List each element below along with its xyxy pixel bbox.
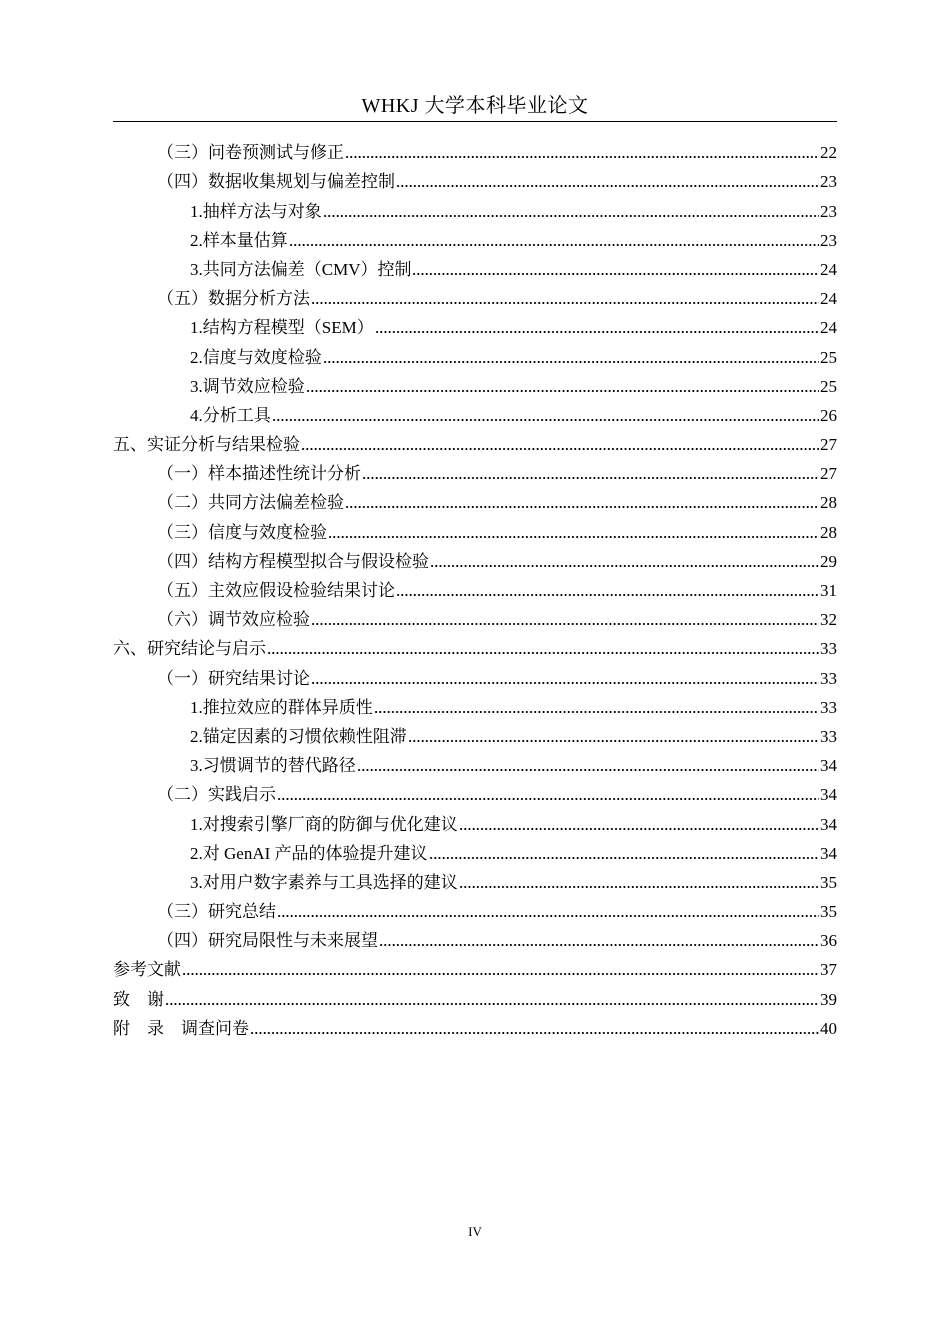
toc-entry-page-number: 34 (820, 756, 837, 776)
toc-dot-leader (357, 768, 819, 772)
toc-dot-leader (182, 972, 819, 976)
toc-entry[interactable] (113, 163, 837, 192)
toc-dot-leader (301, 447, 819, 451)
toc-dot-leader (250, 1031, 819, 1035)
toc-entry[interactable] (113, 192, 837, 221)
toc-entry-title: 4.分析工具 (190, 405, 271, 425)
toc-entry-page-number: 33 (820, 639, 837, 659)
toc-entry-title: 1.抽样方法与对象 (190, 201, 322, 221)
toc-entry-title: 1.结构方程模型（SEM） (190, 318, 374, 338)
toc-dot-leader (277, 914, 819, 918)
toc-dot-leader (374, 710, 819, 714)
toc-dot-leader (323, 214, 819, 218)
toc-entry[interactable] (113, 513, 837, 542)
toc-entry-page-number: 23 (820, 201, 837, 221)
toc-entry-page-number: 39 (820, 989, 837, 1009)
toc-dot-leader (430, 564, 819, 568)
toc-entry-page-number: 34 (820, 785, 837, 805)
toc-entry-title: （五）数据分析方法 (157, 289, 310, 309)
toc-dot-leader (345, 505, 819, 509)
toc-entry-title: （三）问卷预测试与修正 (157, 143, 344, 163)
toc-entry-title: 3.对用户数字素养与工具选择的建议 (190, 872, 458, 892)
toc-entry-page-number: 33 (820, 726, 837, 746)
toc-dot-leader (323, 360, 819, 364)
toc-dot-leader (396, 593, 819, 597)
toc-entry-page-number: 34 (820, 814, 837, 834)
toc-dot-leader (408, 739, 819, 743)
toc-entry-title: 3.习惯调节的替代路径 (190, 756, 356, 776)
toc-entry-page-number: 35 (820, 872, 837, 892)
toc-entry[interactable] (113, 572, 837, 601)
toc-entry-title: （三）信度与效度检验 (157, 522, 327, 542)
toc-entry-title: 2.信度与效度检验 (190, 347, 322, 367)
toc-dot-leader (396, 184, 819, 188)
toc-entry-page-number: 35 (820, 902, 837, 922)
toc-entry-page-number: 28 (820, 493, 837, 513)
toc-entry-title: （三）研究总结 (157, 902, 276, 922)
toc-entry-page-number: 26 (820, 405, 837, 425)
toc-entry[interactable] (113, 309, 837, 338)
toc-dot-leader (362, 476, 819, 480)
toc-entry[interactable] (113, 484, 837, 513)
toc-entry-page-number: 36 (820, 931, 837, 951)
toc-entry[interactable] (113, 951, 837, 980)
toc-dot-leader (277, 797, 819, 801)
toc-entry[interactable] (113, 338, 837, 367)
toc-entry-page-number: 31 (820, 581, 837, 600)
toc-entry-page-number: 28 (820, 522, 837, 542)
toc-dot-leader (267, 651, 819, 655)
toc-dot-leader (311, 622, 819, 626)
toc-entry-title: 3.共同方法偏差（CMV）控制 (190, 259, 412, 279)
toc-entry-title: （二）实践启示 (157, 785, 276, 805)
toc-dot-leader (165, 1002, 819, 1006)
toc-entry-page-number: 33 (820, 697, 837, 717)
toc-entry[interactable] (113, 893, 837, 922)
page-header-title: WHKJ 大学本科毕业论文 (361, 95, 589, 117)
toc-entry-page-number: 32 (820, 610, 837, 630)
toc-dot-leader (459, 885, 819, 889)
toc-entry-page-number: 22 (820, 143, 837, 163)
toc-entry-title: （二）共同方法偏差检验 (157, 493, 344, 513)
toc-entry-title: 附 录 调查问卷 (113, 1018, 249, 1038)
header-rule (113, 121, 837, 122)
toc-entry-title: 2.样本量估算 (190, 230, 288, 250)
toc-entry[interactable] (113, 864, 837, 893)
toc-entry[interactable] (113, 543, 837, 572)
toc-dot-leader (345, 155, 819, 159)
toc-entry[interactable] (113, 368, 837, 397)
toc-entry-title: 五、实证分析与结果检验 (113, 435, 300, 455)
toc-entry[interactable] (113, 630, 837, 659)
toc-dot-leader (412, 272, 819, 276)
toc-entry-page-number: 40 (820, 1018, 837, 1038)
toc-entry-title: 2.锚定因素的习惯依赖性阻滞 (190, 726, 407, 746)
toc-dot-leader (459, 827, 819, 831)
toc-entry-title: （一）研究结果讨论 (157, 668, 310, 688)
toc-entry[interactable] (113, 601, 837, 630)
toc-entry-page-number: 33 (820, 668, 837, 688)
toc-entry-title: （四）研究局限性与未来展望 (157, 931, 378, 951)
toc-entry-page-number: 25 (820, 347, 837, 367)
toc-entry[interactable] (113, 280, 837, 309)
toc-entry-title: 六、研究结论与启示 (113, 639, 266, 659)
toc-dot-leader (375, 330, 819, 334)
toc-entry[interactable] (113, 222, 837, 251)
toc-entry[interactable] (113, 776, 837, 805)
toc-entry-title: （五）主效应假设检验结果讨论 (157, 581, 395, 600)
toc-entry-title: （六）调节效应检验 (157, 610, 310, 630)
toc-dot-leader (306, 389, 819, 393)
toc-entry[interactable] (113, 718, 837, 747)
toc-entry[interactable] (113, 1010, 837, 1039)
toc-entry-title: 致 谢 (113, 989, 164, 1009)
toc-entry-page-number: 29 (820, 551, 837, 571)
toc-entry[interactable] (113, 689, 837, 718)
toc-entry-title: 3.调节效应检验 (190, 376, 305, 396)
toc-entry-title: （四）数据收集规划与偏差控制 (157, 172, 395, 192)
toc-entry-page-number: 27 (820, 435, 837, 455)
page-number: IV (468, 1224, 482, 1239)
toc-entry-title: 参考文献 (113, 960, 181, 980)
toc-dot-leader (429, 856, 819, 860)
toc-entry[interactable] (113, 747, 837, 776)
toc-entry-title: 1.推拉效应的群体异质性 (190, 697, 373, 717)
toc-entry-title: （四）结构方程模型拟合与假设检验 (157, 551, 429, 571)
toc-entry-title: 2.对 GenAI 产品的体验提升建议 (190, 843, 428, 863)
toc-entry[interactable] (113, 426, 837, 455)
toc-dot-leader (379, 943, 819, 947)
toc-entry-title: （一）样本描述性统计分析 (157, 464, 361, 484)
toc-entry[interactable] (113, 397, 837, 426)
toc-entry-page-number: 24 (820, 259, 837, 279)
toc-entry-page-number: 34 (820, 843, 837, 863)
table-of-contents (113, 134, 837, 1039)
toc-entry-page-number: 23 (820, 230, 837, 250)
toc-entry-page-number: 25 (820, 376, 837, 396)
toc-entry[interactable] (113, 134, 837, 163)
toc-entry[interactable] (113, 251, 837, 280)
toc-dot-leader (311, 301, 819, 305)
toc-entry-title: 1.对搜索引擎厂商的防御与优化建议 (190, 814, 458, 834)
toc-entry-page-number: 23 (820, 172, 837, 192)
toc-dot-leader (328, 535, 819, 539)
toc-dot-leader (272, 418, 819, 422)
toc-entry-page-number: 27 (820, 464, 837, 484)
toc-entry[interactable] (113, 922, 837, 951)
toc-entry-page-number: 24 (820, 318, 837, 338)
toc-dot-leader (311, 681, 819, 685)
toc-entry[interactable] (113, 835, 837, 864)
toc-entry-page-number: 24 (820, 289, 837, 309)
toc-entry[interactable] (113, 980, 837, 1009)
toc-entry[interactable] (113, 455, 837, 484)
toc-dot-leader (289, 243, 819, 247)
toc-entry-page-number: 37 (820, 960, 837, 980)
toc-entry[interactable] (113, 805, 837, 834)
toc-entry[interactable] (113, 659, 837, 688)
